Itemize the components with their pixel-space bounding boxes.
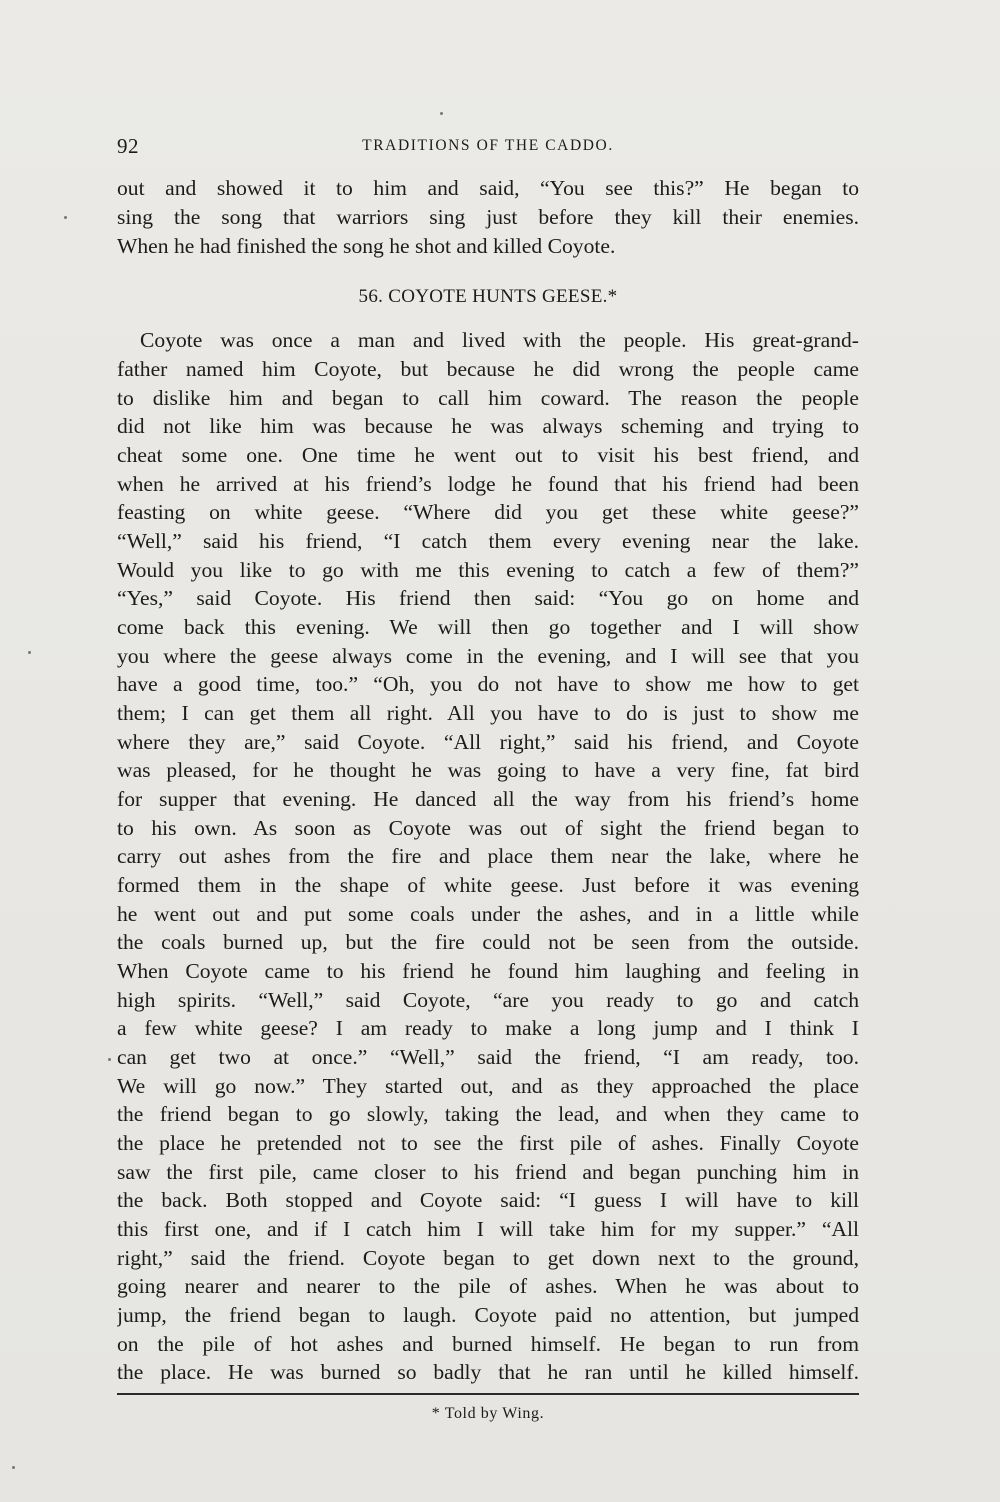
print-speck [12,1466,15,1469]
footnote-rule [117,1393,859,1395]
text-line: a few white geese? I am ready to make a long jump and I think I [117,1016,859,1040]
text-line: where they are,” said Coyote. “All right,” said his friend, and Coyote [117,729,859,754]
text-line: Would you like to go with me this evening to catch a few of them?” [117,557,859,582]
text-line: the friend began to go slowly, taking the lead, and when they came to [117,1102,859,1126]
text-line: When Coyote came to his friend he found him laughing and feeling in [117,959,859,983]
text-line: sing the song that warriors sing just before they kill their enemies. [117,205,859,229]
text-line: saw the first pile, came closer to his friend and began punching him in [117,1159,859,1184]
text-line: the place he pretended not to see the first pile of ashes. Finally Coyote [117,1131,859,1155]
text-line: for supper that evening. He danced all the way from his friend’s home [117,787,859,811]
running-title: TRADITIONS OF THE CADDO. [362,137,614,154]
text-line: “Well,” said his friend, “I catch them every evening near the lake. [117,529,859,553]
text-line: out and showed it to him and said, “You see this?” He began to [117,176,859,200]
print-speck [108,1058,111,1061]
text-line: you where the geese always come in the evening, and I will see that you [117,643,859,668]
text-line: formed them in the shape of white geese. Just before it was evening [117,873,859,897]
text-line: he went out and put some coals under the ashes, and in a little while [117,901,859,926]
text-line: the back. Both stopped and Coyote said: “I guess I will have to kill [117,1188,859,1212]
text-line: them; I can get them all right. All you have to do is just to show me [117,701,859,725]
text-line: to dislike him and began to call him coward. The reason the people [117,385,859,410]
text-line: come back this evening. We will then go together and I will show [117,615,859,639]
text-line: “Yes,” said Coyote. His friend then said: “You go on home and [117,586,859,610]
text-line: We will go now.” They started out, and as they approached the place [117,1073,859,1098]
text-line: When he had finished the song he shot and killed Coyote. [117,234,616,258]
text-line: jump, the friend began to laugh. Coyote paid no attention, but jumped [117,1303,859,1327]
text-line: when he arrived at his friend’s lodge he found that his friend had been [117,471,859,496]
text-line: Coyote was once a man and lived with the people. His great-grand- [140,328,859,352]
print-speck [440,112,443,115]
text-line: the place. He was burned so badly that he ran until he killed himself. [117,1360,859,1384]
text-line: can get two at once.” “Well,” said the friend, “I am ready, too. [117,1045,859,1069]
text-line: to his own. As soon as Coyote was out of sight the friend began to [117,815,859,840]
text-line: was pleased, for he thought he was going to have a very fine, fat bird [117,758,859,782]
text-line: cheat some one. One time he went out to visit his best friend, and [117,443,859,467]
running-head [117,134,859,160]
text-line: on the pile of hot ashes and burned himself. He began to run from [117,1331,859,1356]
text-line: right,” said the friend. Coyote began to get down next to the ground, [117,1245,859,1270]
text-line: carry out ashes from the fire and place them near the lake, where he [117,844,859,868]
text-line: father named him Coyote, but because he did wrong the people came [117,357,859,381]
print-speck [64,216,67,219]
footnote: * Told by Wing. [431,1405,545,1422]
text-line: the coals burned up, but the fire could not be seen from the outside. [117,930,859,954]
print-speck [28,651,31,654]
page-number: 92 [117,134,139,158]
text-line: have a good time, too.” “Oh, you do not have to show me how to get [117,672,859,696]
section-heading: 56. COYOTE HUNTS GEESE.* [358,286,618,307]
text-line: high spirits. “Well,” said Coyote, “are you ready to go and catch [117,987,859,1012]
text-line: feasting on white geese. “Where did you get these white geese?” [117,500,859,524]
text-line: this first one, and if I catch him I will take him for my supper.” “All [117,1217,859,1241]
text-line: did not like him was because he was always scheming and trying to [117,414,859,438]
text-line: going nearer and nearer to the pile of ashes. When he was about to [117,1274,859,1298]
